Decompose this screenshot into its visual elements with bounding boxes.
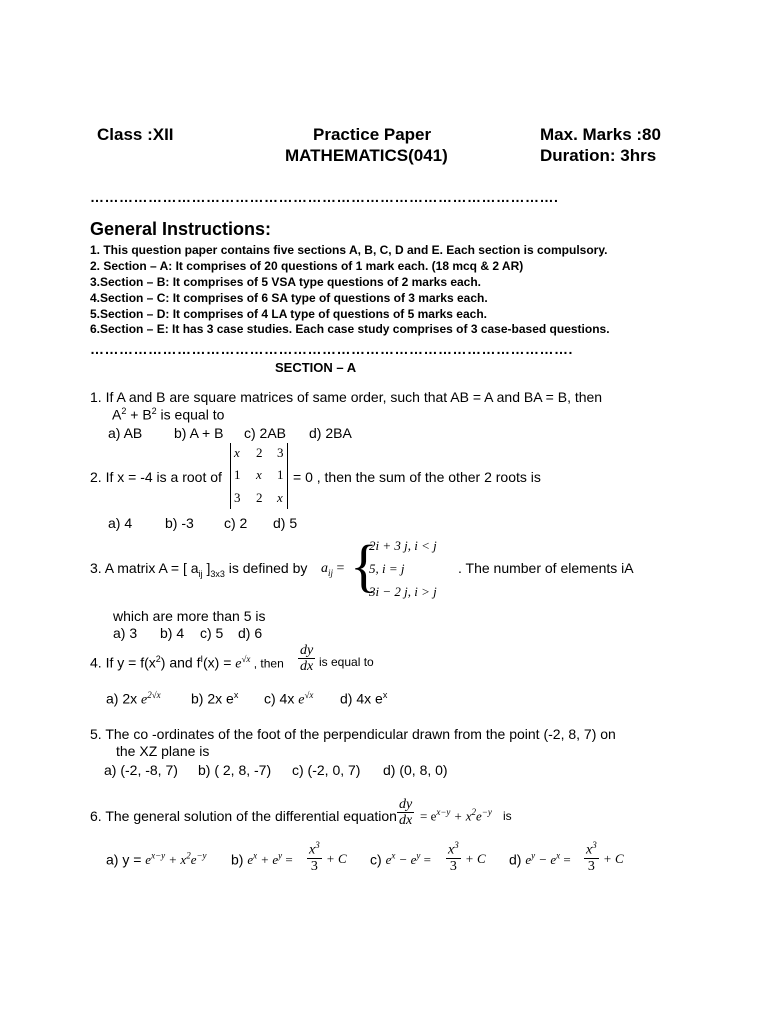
option: a) 2x $e^{2√x}$ [106,690,161,708]
option: d) (0, 8, 0) [383,762,448,778]
option: c) 5 [200,625,224,641]
left-brace: { [350,533,378,598]
cube-fraction: $\frac{x^3}{3}$ [586,840,597,874]
option: d) 2BA [309,425,352,441]
cube-fraction: $\frac{x^3}{3}$ [309,840,320,874]
subject-title: MATHEMATICS(041) [285,146,448,165]
question-2-tail: = 0 , then the sum of the other 2 roots is [293,469,541,485]
option: a) 4 [108,515,133,531]
question-1: 1. If A and B are square matrices of same order, such that AB = A and BA = B, then [90,389,603,405]
question-3-line2: which are more than 5 is [113,608,266,624]
question-1-line2: $A^2 + B^2$ is equal to [112,406,225,423]
paper-title: Practice Paper [313,125,432,144]
question-5-line2: the XZ plane is [116,743,210,759]
question-3-tail: . The number of elements iA [458,560,634,576]
option: c) 4x $e^{√x}$ [264,690,314,708]
class-label: Class :XII [97,125,174,144]
section-title: SECTION – A [275,360,357,375]
option: c) 2 [224,515,248,531]
option: b) -3 [165,515,194,531]
question-2: 2. If x = -4 is a root of [90,469,222,485]
option: a) (-2, -8, 7) [104,762,178,778]
dy-dx-fraction: $\frac{dy}{dx}$ [300,643,314,674]
question-4: 4. If $y = f(x^2)$ and $f^I(x) = e^{√x}$ , then [90,654,284,672]
instruction-item: 3.Section – B: It comprises of 5 VSA type questions of 2 marks each. [90,275,482,289]
differential-rhs: = $e^{x-y} + x^2e^{-y}$ [420,807,492,824]
option-c: c) $e^x - e^y$ = [370,851,431,868]
instruction-item: 2. Section – A: It comprises of 20 questions of 1 mark each. (18 mcq & 2 AR) [90,259,524,273]
option: c) 2AB [244,425,287,441]
instruction-item: 5.Section – D: It comprises of 4 LA type of questions of 5 marks each. [90,307,487,321]
option: d) 4x $e^x$ [340,690,388,707]
dy-dx-fraction: $\frac{dy}{dx}$ [399,797,413,828]
question-3: 3. A matrix A = [ $a_{ij}$ ]$_{3x3}$ is defined by [90,560,308,579]
instruction-item: 4.Section – C: It comprises of 6 SA type of questions of 3 marks each. [90,291,488,305]
question-6-tail: is [503,809,512,823]
option-a: a) $y = e^{x-y} + x^2e^{-y}$ [106,851,207,868]
option: b) A + B [174,425,224,441]
instructions-title: General Instructions: [90,219,272,239]
instruction-item: 6.Section – E: It has 3 case studies. Each case study comprises of 3 case-based questions. [90,322,610,336]
constant: + C [326,851,347,866]
option: d) 5 [273,515,298,531]
option: c) (-2, 0, 7) [292,762,361,778]
option: b) ( 2, 8, -7) [198,762,272,778]
aij-symbol: $a_{ij}$ = [321,561,345,578]
option: b) 2x $e^x$ [191,690,239,707]
case-row: 3i − 2 j, i > j [369,584,437,599]
option-d: d) $e^y - e^x$ = [509,851,571,868]
dotted-separator: ……………………………………………………………………………………. [90,189,559,205]
constant: + C [465,851,486,866]
option: d) 6 [238,625,263,641]
constant: + C [603,851,624,866]
instruction-item: 1. This question paper contains five sections A, B, C, D and E. Each section is compulsory. [90,243,608,257]
case-row: 5, i = j [369,561,405,576]
case-row: 2i + 3 j, i < j [369,538,437,553]
determinant: x 2 3 1 x 1 3 2 x [230,443,288,509]
duration: Duration: 3hrs [540,146,657,165]
dotted-separator: ………………………………………………………………………………………. [90,341,573,357]
option: a) 3 [113,625,138,641]
option: b) 4 [160,625,185,641]
max-marks: Max. Marks :80 [540,125,661,144]
question-5: 5. The co -ordinates of the foot of the perpendicular drawn from the point (-2, 8, 7) on [90,726,616,742]
option: a) AB [108,425,143,441]
question-6: 6. The general solution of the differential equation [90,808,397,824]
option-b: b) $e^x + e^y$ = [231,851,293,868]
cube-fraction: $\frac{x^3}{3}$ [448,840,459,874]
question-4-tail: is equal to [319,655,374,669]
